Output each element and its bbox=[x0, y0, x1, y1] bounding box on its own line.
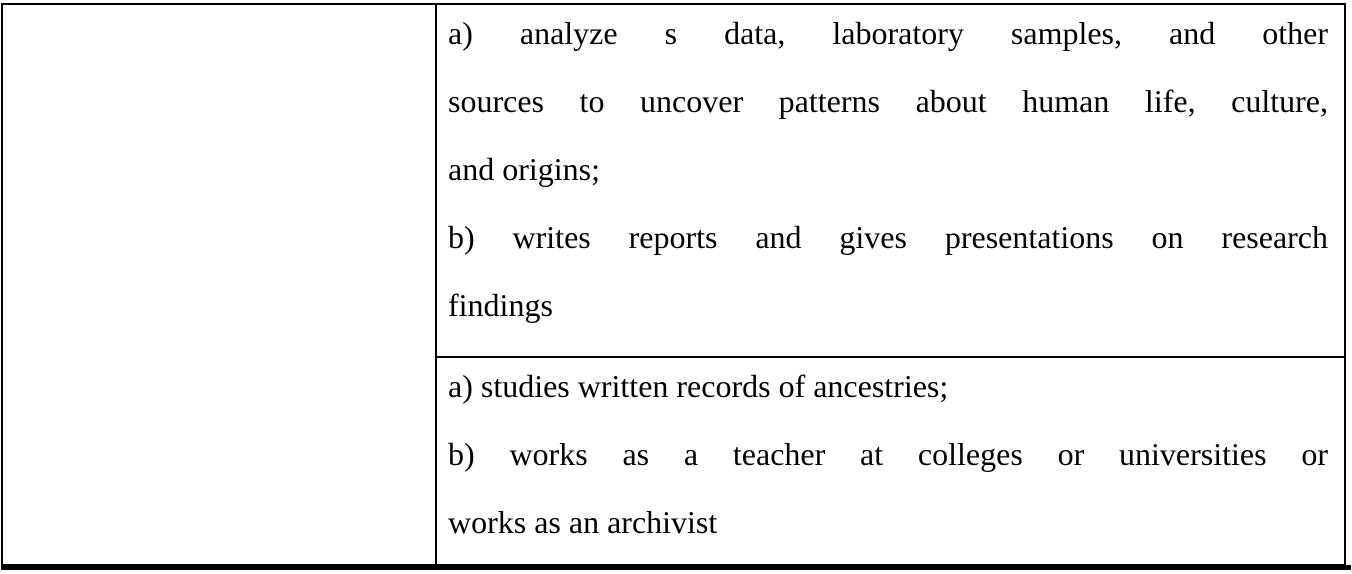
text-line: and origins; bbox=[448, 151, 600, 187]
text-line: b) works as a teacher at colleges or universities or bbox=[448, 436, 1328, 472]
cell-text-block bbox=[448, 5, 1328, 339]
text-line: a) analyze s data, laboratory samples, and other bbox=[448, 15, 1328, 51]
thick-bottom-border bbox=[1, 565, 1351, 570]
table-cell-anthropologist-description bbox=[437, 5, 1344, 358]
text-line: a) studies written records of ancestries; bbox=[448, 368, 949, 404]
cell-text-block bbox=[448, 358, 1328, 556]
empty-left-cell bbox=[3, 5, 437, 564]
table-cell-historian-description bbox=[437, 358, 1344, 564]
document-table bbox=[1, 3, 1346, 566]
text-line: sources to uncover patterns about human life, culture, bbox=[448, 83, 1328, 119]
text-line: findings bbox=[448, 287, 553, 323]
right-column bbox=[437, 5, 1344, 564]
text-line: b) writes reports and gives presentations on research bbox=[448, 219, 1328, 255]
text-line: works as an archivist bbox=[448, 504, 718, 540]
